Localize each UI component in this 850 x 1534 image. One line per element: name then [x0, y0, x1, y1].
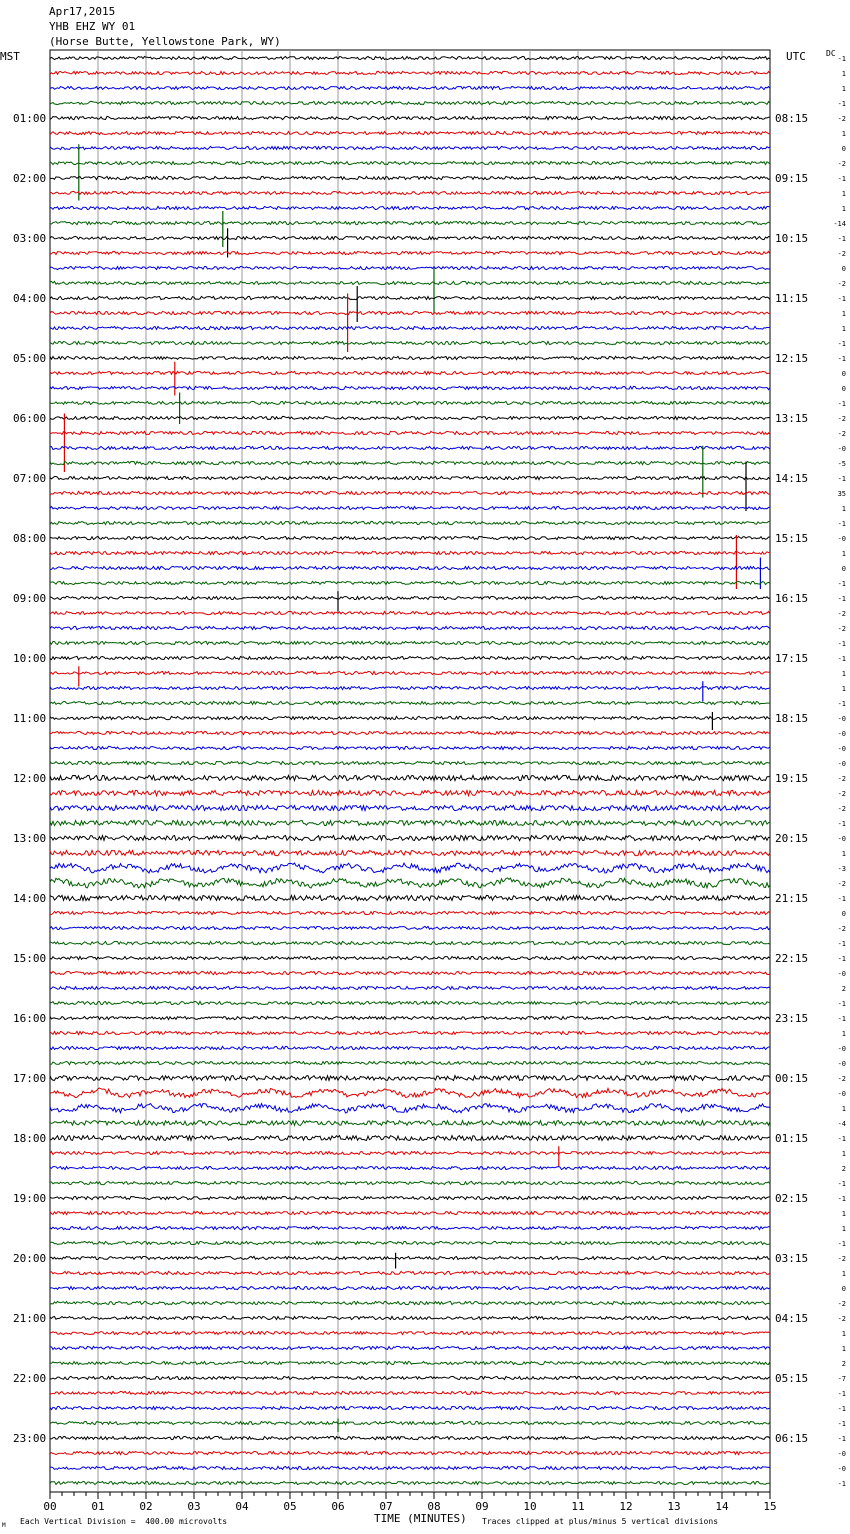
trace-row	[50, 1196, 770, 1199]
right-timezone-label: UTC	[786, 50, 806, 63]
trace-row	[50, 431, 770, 434]
trace-row	[50, 86, 770, 89]
trace-row	[50, 1016, 770, 1019]
dc-offset-label: -2	[837, 430, 846, 438]
trace-row	[50, 895, 770, 900]
dc-offset-label: -4	[837, 1120, 846, 1128]
trace-row	[50, 941, 770, 944]
trace-row	[50, 701, 770, 704]
left-hour-label: 02:00	[13, 172, 47, 185]
right-hour-label: 20:15	[775, 832, 809, 845]
dc-offset-label: -2	[837, 925, 846, 933]
dc-offset-label: 0	[841, 910, 846, 918]
trace-row	[50, 536, 770, 539]
right-hour-label: 04:15	[775, 1312, 809, 1325]
dc-offset-label: -0	[837, 535, 846, 543]
trace-row	[50, 476, 770, 479]
right-hour-label: 11:15	[775, 292, 809, 305]
left-hour-label: 16:00	[13, 1012, 47, 1025]
right-hour-label: 13:15	[775, 412, 809, 425]
left-hour-label: 08:00	[13, 532, 47, 545]
trace-row	[50, 1466, 770, 1469]
dc-offset-label: -0	[837, 1060, 846, 1068]
plot-location: (Horse Butte, Yellowstone Park, WY)	[49, 35, 281, 48]
trace-row	[50, 1346, 770, 1349]
x-axis-title: TIME (MINUTES)	[374, 1512, 467, 1525]
trace-row	[50, 1061, 770, 1064]
trace-row	[50, 1241, 770, 1244]
trace-row	[50, 461, 770, 464]
x-tick-label: 15	[763, 1500, 777, 1513]
trace-row	[50, 1286, 770, 1289]
trace-row	[50, 971, 770, 974]
scale-note: Each Vertical Division = 400.00 microvolts	[20, 1517, 228, 1526]
dc-offset-label: 1	[841, 1105, 846, 1113]
trace-row	[50, 1181, 770, 1184]
dc-offset-label: -1	[837, 475, 846, 483]
trace-row	[50, 386, 770, 389]
trace-row	[50, 56, 770, 59]
trace-row	[50, 1256, 770, 1259]
x-tick-label: 09	[475, 1500, 489, 1513]
trace-row	[50, 656, 770, 659]
x-tick-label: 12	[619, 1500, 633, 1513]
left-hour-label: 09:00	[13, 592, 47, 605]
dc-offset-label: 1	[841, 550, 846, 558]
dc-offset-label: -2	[837, 1075, 846, 1083]
dc-offset-label: 1	[841, 1030, 846, 1038]
dc-label: DC	[826, 49, 836, 58]
dc-offset-label: -1	[837, 700, 846, 708]
right-hour-label: 08:15	[775, 112, 809, 125]
trace-row	[50, 566, 770, 569]
trace-row	[50, 236, 770, 239]
dc-offset-label: -0	[837, 1465, 846, 1473]
dc-offset-label: -1	[837, 940, 846, 948]
dc-offset-label: -2	[837, 415, 846, 423]
dc-offset-label: 35	[837, 490, 846, 498]
dc-offset-label: 0	[841, 265, 846, 273]
right-hour-label: 00:15	[775, 1072, 809, 1085]
dc-offset-label: 0	[841, 145, 846, 153]
dc-offset-label: -1	[837, 1135, 846, 1143]
trace-row	[50, 1301, 770, 1304]
trace-row	[50, 1361, 770, 1364]
trace-row	[50, 281, 770, 284]
x-tick-label: 08	[427, 1500, 441, 1513]
trace-row	[50, 850, 770, 855]
x-tick-label: 11	[571, 1500, 585, 1513]
dc-offset-label: 1	[841, 190, 846, 198]
trace-row	[50, 956, 770, 959]
trace-row	[50, 506, 770, 509]
trace-row	[50, 790, 770, 795]
dc-offset-label: -0	[837, 1450, 846, 1458]
left-hour-label: 13:00	[13, 832, 47, 845]
trace-row	[50, 551, 770, 554]
trace-row	[50, 1121, 770, 1126]
dc-offset-label: -1	[837, 355, 846, 363]
dc-offset-label: -2	[837, 610, 846, 618]
dc-offset-label: -1	[837, 100, 846, 108]
dc-offset-label: 1	[841, 1225, 846, 1233]
left-hour-label: 07:00	[13, 472, 47, 485]
trace-row	[50, 1104, 770, 1113]
dc-offset-label: 1	[841, 325, 846, 333]
dc-offset-label: 0	[841, 565, 846, 573]
trace-row	[50, 686, 770, 689]
dc-offset-label: 1	[841, 1345, 846, 1353]
left-hour-label: 04:00	[13, 292, 47, 305]
trace-row	[50, 326, 770, 329]
trace-row	[50, 836, 770, 841]
trace-row	[50, 716, 770, 719]
dc-offset-label: 1	[841, 685, 846, 693]
trace-row	[50, 416, 770, 419]
dc-offset-label: -0	[837, 970, 846, 978]
trace-row	[50, 1391, 770, 1394]
dc-offset-label: -2	[837, 160, 846, 168]
dc-offset-label: -2	[837, 775, 846, 783]
right-hour-label: 02:15	[775, 1192, 809, 1205]
dc-offset-label: -2	[837, 250, 846, 258]
dc-offset-label: -1	[837, 580, 846, 588]
dc-offset-label: -2	[837, 115, 846, 123]
dc-offset-label: -0	[837, 730, 846, 738]
dc-offset-label: -0	[837, 1090, 846, 1098]
dc-offset-label: -1	[837, 55, 846, 63]
trace-row	[50, 491, 770, 494]
dc-offset-label: 1	[841, 205, 846, 213]
trace-row	[50, 671, 770, 674]
left-hour-label: 01:00	[13, 112, 47, 125]
x-tick-label: 00	[43, 1500, 57, 1513]
dc-offset-label: -2	[837, 790, 846, 798]
right-hour-label: 19:15	[775, 772, 809, 785]
trace-row	[50, 1226, 770, 1229]
x-tick-label: 02	[139, 1500, 153, 1513]
trace-row	[50, 878, 770, 888]
left-hour-label: 19:00	[13, 1192, 47, 1205]
trace-row	[50, 1451, 770, 1454]
dc-offset-label: -1	[837, 1000, 846, 1008]
dc-offset-label: 1	[841, 1330, 846, 1338]
trace-row	[50, 1088, 770, 1098]
trace-row	[50, 926, 770, 929]
left-hour-label: 03:00	[13, 232, 47, 245]
left-hour-label: 14:00	[13, 892, 47, 905]
dc-offset-label: -3	[837, 865, 846, 873]
dc-offset-label: -14	[833, 220, 846, 228]
dc-offset-label: -1	[837, 1420, 846, 1428]
trace-row	[50, 581, 770, 584]
dc-offset-label: 1	[841, 1210, 846, 1218]
dc-offset-label: -2	[837, 280, 846, 288]
corner-mark: M	[2, 1522, 6, 1529]
right-hour-label: 10:15	[775, 232, 809, 245]
trace-row	[50, 191, 770, 194]
trace-row	[50, 131, 770, 134]
left-timezone-label: MST	[0, 50, 20, 63]
trace-row	[50, 1331, 770, 1334]
right-hour-label: 06:15	[775, 1432, 809, 1445]
x-tick-label: 14	[715, 1500, 729, 1513]
trace-row	[50, 101, 770, 104]
dc-offset-label: 2	[841, 1360, 846, 1368]
trace-row	[50, 863, 770, 873]
dc-offset-label: -1	[837, 340, 846, 348]
clip-note: Traces clipped at plus/minus 5 vertical divisions	[482, 1517, 719, 1526]
trace-row	[50, 1316, 770, 1319]
dc-offset-label: -2	[837, 1300, 846, 1308]
dc-offset-label: -1	[837, 895, 846, 903]
dc-offset-label: -1	[837, 1015, 846, 1023]
right-hour-label: 18:15	[775, 712, 809, 725]
trace-row	[50, 146, 770, 149]
left-hour-label: 20:00	[13, 1252, 47, 1265]
x-tick-label: 01	[91, 1500, 105, 1513]
dc-offset-label: -1	[837, 400, 846, 408]
right-hour-label: 14:15	[775, 472, 809, 485]
trace-row	[50, 746, 770, 749]
dc-offset-label: 1	[841, 1270, 846, 1278]
x-tick-label: 07	[379, 1500, 393, 1513]
trace-row	[50, 176, 770, 179]
trace-row	[50, 1136, 770, 1141]
x-tick-label: 13	[667, 1500, 681, 1513]
trace-row	[50, 1376, 770, 1379]
trace-row	[50, 1001, 770, 1004]
trace-row	[50, 341, 770, 344]
trace-row	[50, 1166, 770, 1169]
dc-offset-label: -2	[837, 880, 846, 888]
trace-row	[50, 611, 770, 614]
dc-offset-label: 1	[841, 670, 846, 678]
trace-row	[50, 266, 770, 269]
trace-row	[50, 775, 770, 780]
x-tick-label: 04	[235, 1500, 249, 1513]
dc-offset-label: -1	[837, 655, 846, 663]
dc-offset-label: -5	[837, 460, 846, 468]
trace-row	[50, 296, 770, 299]
dc-offset-label: 1	[841, 850, 846, 858]
dc-offset-label: -2	[837, 1315, 846, 1323]
trace-row	[50, 1076, 770, 1081]
left-hour-label: 10:00	[13, 652, 47, 665]
trace-row	[50, 1421, 770, 1424]
left-hour-label: 22:00	[13, 1372, 47, 1385]
dc-offset-label: 2	[841, 1165, 846, 1173]
trace-row	[50, 626, 770, 629]
plot-date: Apr17,2015	[49, 5, 116, 18]
right-hour-label: 15:15	[775, 532, 809, 545]
dc-offset-label: -1	[837, 295, 846, 303]
trace-row	[50, 1211, 770, 1214]
trace-row	[50, 1406, 770, 1409]
dc-offset-label: -2	[837, 625, 846, 633]
trace-row	[50, 911, 770, 914]
right-hour-label: 12:15	[775, 352, 809, 365]
dc-offset-label: -0	[837, 1045, 846, 1053]
dc-offset-label: -1	[837, 520, 846, 528]
dc-offset-label: -1	[837, 175, 846, 183]
dc-offset-label: -0	[837, 760, 846, 768]
trace-row	[50, 1046, 770, 1049]
left-hour-label: 06:00	[13, 412, 47, 425]
dc-offset-label: 1	[841, 130, 846, 138]
trace-row	[50, 116, 770, 119]
dc-offset-label: 2	[841, 985, 846, 993]
trace-row	[50, 731, 770, 734]
dc-offset-label: 0	[841, 1285, 846, 1293]
dc-offset-label: -1	[837, 1240, 846, 1248]
dc-offset-label: 1	[841, 310, 846, 318]
trace-row	[50, 641, 770, 644]
x-tick-label: 06	[331, 1500, 345, 1513]
x-tick-label: 03	[187, 1500, 201, 1513]
trace-row	[50, 311, 770, 314]
trace-row	[50, 805, 770, 810]
trace-row	[50, 761, 770, 764]
trace-row	[50, 206, 770, 209]
dc-offset-label: 1	[841, 505, 846, 513]
left-hour-label: 12:00	[13, 772, 47, 785]
right-hour-label: 23:15	[775, 1012, 809, 1025]
trace-row	[50, 1481, 770, 1484]
dc-offset-label: -0	[837, 445, 846, 453]
x-tick-label: 10	[523, 1500, 537, 1513]
trace-row	[50, 251, 770, 254]
trace-row	[50, 596, 770, 599]
trace-row	[50, 1151, 770, 1154]
dc-offset-label: 0	[841, 385, 846, 393]
trace-row	[50, 521, 770, 524]
right-hour-label: 21:15	[775, 892, 809, 905]
dc-offset-label: -1	[837, 1480, 846, 1488]
dc-offset-label: -2	[837, 1255, 846, 1263]
dc-offset-label: 1	[841, 85, 846, 93]
dc-offset-label: -1	[837, 235, 846, 243]
dc-offset-label: -2	[837, 805, 846, 813]
trace-row	[50, 1271, 770, 1274]
right-hour-label: 09:15	[775, 172, 809, 185]
trace-row	[50, 371, 770, 374]
dc-offset-label: -1	[837, 1435, 846, 1443]
trace-row	[50, 71, 770, 74]
dc-offset-label: 1	[841, 1150, 846, 1158]
left-hour-label: 11:00	[13, 712, 47, 725]
dc-offset-label: -1	[837, 1195, 846, 1203]
trace-row	[50, 820, 770, 825]
right-hour-label: 03:15	[775, 1252, 809, 1265]
dc-offset-label: -0	[837, 835, 846, 843]
dc-offset-label: -1	[837, 1390, 846, 1398]
dc-offset-label: -0	[837, 715, 846, 723]
right-hour-label: 01:15	[775, 1132, 809, 1145]
dc-offset-label: -1	[837, 1180, 846, 1188]
dc-offset-label: 1	[841, 70, 846, 78]
left-hour-label: 23:00	[13, 1432, 47, 1445]
trace-row	[50, 221, 770, 224]
right-hour-label: 17:15	[775, 652, 809, 665]
dc-offset-label: -1	[837, 1405, 846, 1413]
dc-offset-label: -1	[837, 640, 846, 648]
trace-row	[50, 1031, 770, 1034]
trace-row	[50, 446, 770, 449]
left-hour-label: 18:00	[13, 1132, 47, 1145]
left-hour-label: 15:00	[13, 952, 47, 965]
dc-offset-label: 0	[841, 370, 846, 378]
left-hour-label: 05:00	[13, 352, 47, 365]
right-hour-label: 22:15	[775, 952, 809, 965]
dc-offset-label: -1	[837, 820, 846, 828]
dc-offset-label: -1	[837, 595, 846, 603]
trace-row	[50, 1436, 770, 1439]
trace-row	[50, 356, 770, 359]
x-tick-label: 05	[283, 1500, 297, 1513]
left-hour-label: 21:00	[13, 1312, 47, 1325]
plot-station: YHB EHZ WY 01	[49, 20, 136, 33]
dc-offset-label: -0	[837, 745, 846, 753]
right-hour-label: 05:15	[775, 1372, 809, 1385]
dc-offset-label: -1	[837, 955, 846, 963]
trace-row	[50, 401, 770, 404]
left-hour-label: 17:00	[13, 1072, 47, 1085]
trace-row	[50, 161, 770, 164]
dc-offset-label: -7	[837, 1375, 846, 1383]
trace-row	[50, 986, 770, 989]
right-hour-label: 16:15	[775, 592, 809, 605]
